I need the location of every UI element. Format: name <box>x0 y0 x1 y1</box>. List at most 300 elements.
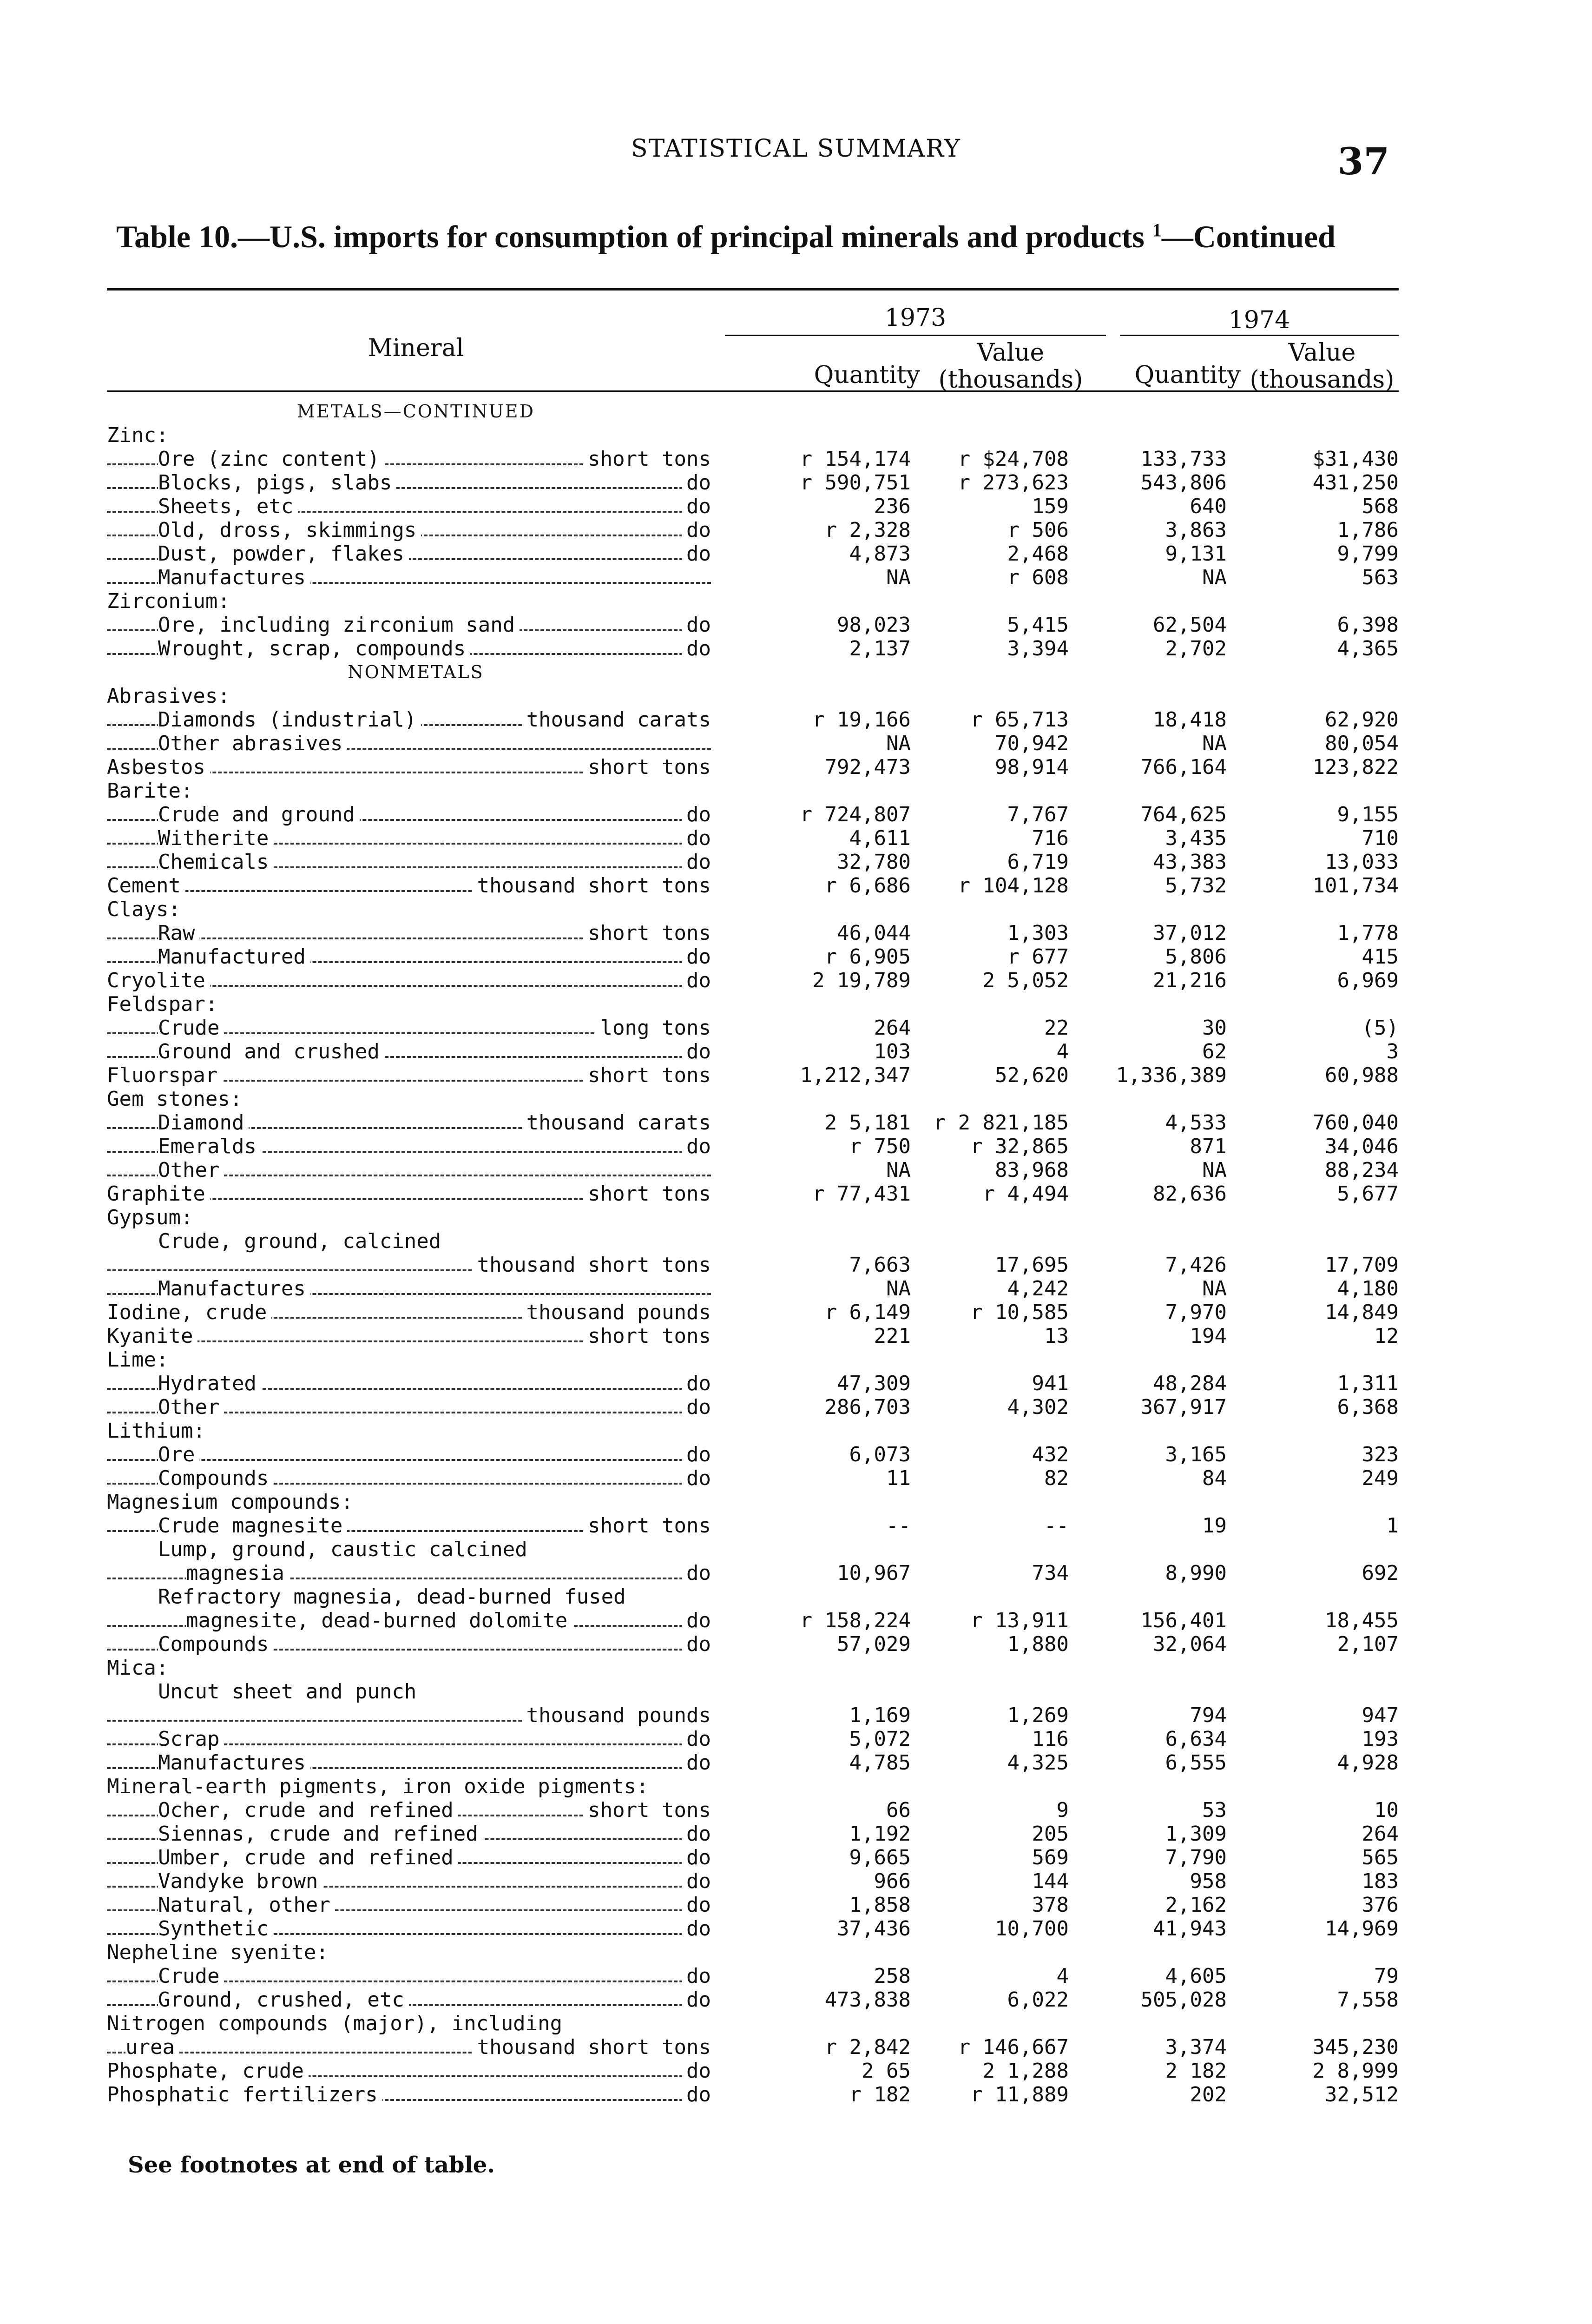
cell-q73 <box>730 1348 911 1372</box>
cell-v74: 32,512 <box>1325 2083 1399 2106</box>
mineral-cell <box>107 1490 730 1514</box>
unit-label: long tons <box>596 1016 711 1040</box>
year2-rule <box>1120 335 1399 336</box>
cell-v74: 563 <box>1362 566 1399 589</box>
cell-v73: r 677 <box>1007 945 1069 969</box>
header-value-1973-line1: Value <box>977 339 1045 367</box>
cell-v73: 98,914 <box>995 755 1069 779</box>
cell-v74 <box>1227 1229 1399 1253</box>
cell-v73 <box>911 1229 1069 1253</box>
mineral-cell <box>107 992 730 1016</box>
mineral-label: Zinc: <box>107 423 173 447</box>
table-row <box>107 1087 1399 1111</box>
table-row <box>107 921 1399 945</box>
mineral-cell <box>107 2059 730 2083</box>
unit-label: short tons <box>583 921 711 945</box>
cell-q74: 4,533 <box>1165 1111 1227 1135</box>
table-row <box>107 423 1399 447</box>
unit-label: do <box>682 1466 711 1490</box>
unit-label: do <box>682 1609 711 1632</box>
table-row <box>107 518 1399 542</box>
cell-v73 <box>911 1585 1069 1609</box>
cell-q73: 11 <box>886 1466 911 1490</box>
cell-q74: 3,374 <box>1165 2035 1227 2059</box>
cell-q73: 2 19,789 <box>812 969 911 992</box>
cell-v73: 716 <box>1032 826 1069 850</box>
caption-footnote-ref: 1 <box>1152 219 1162 241</box>
cell-q73: r 724,807 <box>800 803 911 826</box>
mineral-cell <box>107 1395 730 1419</box>
cell-v73 <box>911 423 1069 447</box>
footnote: See footnotes at end of table. <box>128 2152 495 2178</box>
mineral-label: Siennas, crude and refined <box>158 1822 483 1846</box>
mineral-cell <box>107 826 730 850</box>
cell-q73 <box>730 1087 911 1111</box>
cell-q74 <box>1069 992 1227 1016</box>
mineral-label: Manufactures <box>158 1277 310 1301</box>
mineral-label: Kyanite <box>107 1324 197 1348</box>
cell-q74: 133,733 <box>1140 447 1227 471</box>
cell-v73 <box>911 1941 1069 1964</box>
cell-q74: 30 <box>1202 1016 1227 1040</box>
unit-label: do <box>682 471 711 495</box>
cell-q74: 9,131 <box>1165 542 1227 566</box>
mineral-cell <box>107 1751 730 1775</box>
cell-q74 <box>1069 400 1227 423</box>
mineral-label: Manufactured <box>158 945 310 969</box>
cell-q73: 236 <box>874 495 911 518</box>
table-row <box>107 1372 1399 1395</box>
cell-q74: 84 <box>1202 1466 1227 1490</box>
cell-v74: 6,368 <box>1337 1395 1399 1419</box>
cell-v73: 159 <box>1032 495 1069 518</box>
mineral-cell <box>107 1135 730 1158</box>
cell-q74 <box>1069 1775 1227 1798</box>
unit-label: do <box>682 1988 711 2012</box>
table-row <box>107 566 1399 589</box>
cell-q74: 505,028 <box>1140 1988 1227 2012</box>
cell-v73 <box>911 1490 1069 1514</box>
cell-q73: 221 <box>874 1324 911 1348</box>
cell-q74 <box>1069 1087 1227 1111</box>
cell-q74: 958 <box>1190 1869 1227 1893</box>
cell-v73: r 11,889 <box>970 2083 1069 2106</box>
table-row <box>107 1111 1399 1135</box>
mineral-label: Fluorspar <box>107 1063 222 1087</box>
mineral-label: Ore <box>158 1443 199 1466</box>
cell-q73 <box>730 660 911 684</box>
cell-q73: 6,073 <box>849 1443 911 1466</box>
cell-v74: 34,046 <box>1325 1135 1399 1158</box>
cell-v73: r 65,713 <box>970 708 1069 732</box>
mineral-cell <box>107 1941 730 1964</box>
cell-q74: 5,806 <box>1165 945 1227 969</box>
cell-v74 <box>1227 1538 1399 1561</box>
cell-v74: 568 <box>1362 495 1399 518</box>
table-row <box>107 1727 1399 1751</box>
unit-label: thousand short tons <box>473 874 711 898</box>
mineral-label: magnesite, dead-burned dolomite <box>186 1609 572 1632</box>
mineral-label: Other <box>158 1395 224 1419</box>
mineral-label: Ocher, crude and refined <box>158 1798 458 1822</box>
mineral-cell <box>107 495 730 518</box>
table-row <box>107 1632 1399 1656</box>
table-row <box>107 400 1399 423</box>
cell-v73: 6,719 <box>1007 850 1069 874</box>
mineral-cell <box>107 1538 730 1561</box>
cell-q74 <box>1069 1229 1227 1253</box>
cell-q73: 2,137 <box>849 637 911 660</box>
mineral-cell <box>107 423 730 447</box>
table-row <box>107 1751 1399 1775</box>
mineral-label: Diamonds (industrial) <box>158 708 421 732</box>
mineral-cell <box>107 1609 730 1632</box>
cell-v74 <box>1227 660 1399 684</box>
cell-q73: 4,873 <box>849 542 911 566</box>
unit-label: do <box>682 1632 711 1656</box>
unit-label: do <box>682 1372 711 1395</box>
mineral-cell <box>107 400 730 423</box>
cell-v73: 1,880 <box>1007 1632 1069 1656</box>
table-row <box>107 2083 1399 2106</box>
cell-q73: 966 <box>874 1869 911 1893</box>
table-row <box>107 2012 1399 2035</box>
table-row <box>107 495 1399 518</box>
cell-q74: 62,504 <box>1153 613 1227 637</box>
cell-v73: 22 <box>1044 1016 1069 1040</box>
cell-q73: 66 <box>886 1798 911 1822</box>
header-mineral: Mineral <box>368 334 464 362</box>
unit-label: do <box>682 1443 711 1466</box>
table-row <box>107 447 1399 471</box>
header-value-1974 <box>1245 339 1399 393</box>
cell-q74: 41,943 <box>1153 1917 1227 1941</box>
cell-v74: 14,849 <box>1325 1301 1399 1324</box>
cell-v74 <box>1227 2012 1399 2035</box>
cell-v73 <box>911 660 1069 684</box>
cell-q73 <box>730 1680 911 1703</box>
mineral-label: Cryolite <box>107 969 210 992</box>
mineral-label: Mineral-earth pigments, iron oxide pigments: <box>107 1775 653 1798</box>
mineral-label: Synthetic <box>158 1917 273 1941</box>
mineral-label: Chemicals <box>158 850 273 874</box>
mineral-cell <box>107 1869 730 1893</box>
mineral-cell <box>107 2012 730 2035</box>
cell-v73 <box>911 1656 1069 1680</box>
unit-label: do <box>682 1917 711 1941</box>
unit-label: thousand pounds <box>522 1703 711 1727</box>
cell-q73: 473,838 <box>824 1988 911 2012</box>
cell-v74: 101,734 <box>1312 874 1399 898</box>
section-heading: NONMETALS <box>348 662 488 682</box>
mineral-label: Abrasives: <box>107 684 235 708</box>
cell-v73 <box>911 779 1069 803</box>
mineral-cell <box>107 518 730 542</box>
cell-v73: r 4,494 <box>982 1182 1069 1206</box>
cell-q73: 2 65 <box>862 2059 911 2083</box>
cell-v73: 1,303 <box>1007 921 1069 945</box>
table-row <box>107 1443 1399 1466</box>
cell-q73 <box>730 1490 911 1514</box>
imports-table <box>107 400 1399 2106</box>
unit-label: thousand short tons <box>473 1253 711 1277</box>
cell-v74: 323 <box>1362 1443 1399 1466</box>
cell-v73: r 2 821,185 <box>933 1111 1069 1135</box>
cell-q73: -- <box>886 1514 911 1538</box>
cell-v74: 1,786 <box>1337 518 1399 542</box>
cell-q74: 19 <box>1202 1514 1227 1538</box>
table-row <box>107 613 1399 637</box>
table-row <box>107 826 1399 850</box>
mineral-cell <box>107 732 730 755</box>
cell-q74 <box>1069 684 1227 708</box>
cell-q73: NA <box>886 1158 911 1182</box>
mineral-cell <box>107 1775 730 1798</box>
unit-label: do <box>682 945 711 969</box>
cell-v73: 7,767 <box>1007 803 1069 826</box>
cell-q74: 5,732 <box>1165 874 1227 898</box>
cell-q73 <box>730 589 911 613</box>
table-row <box>107 1135 1399 1158</box>
mineral-label: Manufactures <box>158 566 310 589</box>
cell-q74: 53 <box>1202 1798 1227 1822</box>
unit-label: do <box>682 542 711 566</box>
cell-q74: 2 182 <box>1165 2059 1227 2083</box>
mineral-label: Clays: <box>107 898 185 921</box>
cell-q73: 1,858 <box>849 1893 911 1917</box>
cell-q74: 18,418 <box>1153 708 1227 732</box>
mineral-cell <box>107 1158 730 1182</box>
table-row <box>107 850 1399 874</box>
mineral-cell <box>107 1419 730 1443</box>
unit-label: thousand carats <box>522 1111 711 1135</box>
mineral-cell <box>107 1585 730 1609</box>
cell-v74: 431,250 <box>1312 471 1399 495</box>
cell-q73 <box>730 1229 911 1253</box>
cell-q73: 46,044 <box>837 921 911 945</box>
cell-q73: 264 <box>874 1016 911 1040</box>
mineral-cell <box>107 613 730 637</box>
unit-label: thousand pounds <box>522 1301 711 1324</box>
cell-q73 <box>730 898 911 921</box>
cell-v73 <box>911 1087 1069 1111</box>
cell-v73 <box>911 589 1069 613</box>
table-row <box>107 803 1399 826</box>
mineral-cell <box>107 1988 730 2012</box>
header-year-1973: 1973 <box>884 304 947 332</box>
cell-v73 <box>911 684 1069 708</box>
cell-v74: 12 <box>1374 1324 1399 1348</box>
cell-v73: 116 <box>1032 1727 1069 1751</box>
table-body <box>107 400 1399 2106</box>
unit-label: do <box>682 969 711 992</box>
mineral-cell <box>107 1703 730 1727</box>
mineral-cell <box>107 1798 730 1822</box>
unit-label: do <box>682 1135 711 1158</box>
cell-v74: 565 <box>1362 1846 1399 1869</box>
cell-q74: 62 <box>1202 1040 1227 1063</box>
table-row <box>107 1277 1399 1301</box>
cell-v73 <box>911 1775 1069 1798</box>
cell-q74: 871 <box>1190 1135 1227 1158</box>
cell-v73: 6,022 <box>1007 1988 1069 2012</box>
mineral-label: Diamond <box>158 1111 249 1135</box>
mineral-cell <box>107 1087 730 1111</box>
cell-q73 <box>730 1941 911 1964</box>
unit-label: thousand short tons <box>473 2035 711 2059</box>
cell-q73 <box>730 1775 911 1798</box>
cell-q74: 3,435 <box>1165 826 1227 850</box>
cell-q73 <box>730 779 911 803</box>
unit-label: do <box>682 826 711 850</box>
mineral-label: Vandyke brown <box>158 1869 322 1893</box>
cell-q73: r 182 <box>849 2083 911 2106</box>
cell-v73: 52,620 <box>995 1063 1069 1087</box>
cell-q73: NA <box>886 732 911 755</box>
cell-v73 <box>911 992 1069 1016</box>
mineral-cell <box>107 874 730 898</box>
cell-q74: 764,625 <box>1140 803 1227 826</box>
cell-v74 <box>1227 684 1399 708</box>
mineral-cell <box>107 1324 730 1348</box>
cell-q74 <box>1069 1680 1227 1703</box>
table-row <box>107 1846 1399 1869</box>
cell-q73: r 6,149 <box>824 1301 911 1324</box>
cell-v73 <box>911 2012 1069 2035</box>
cell-q74 <box>1069 589 1227 613</box>
mineral-cell <box>107 898 730 921</box>
cell-v73: 2 5,052 <box>982 969 1069 992</box>
cell-v73: 378 <box>1032 1893 1069 1917</box>
cell-v73 <box>911 1348 1069 1372</box>
cell-v74: 14,969 <box>1325 1917 1399 1941</box>
cell-v74: 710 <box>1362 826 1399 850</box>
mineral-cell <box>107 1016 730 1040</box>
cell-v74 <box>1227 1775 1399 1798</box>
cell-q73: r 6,905 <box>824 945 911 969</box>
mineral-cell <box>107 1561 730 1585</box>
table-row <box>107 1206 1399 1229</box>
mineral-label: Phosphate, crude <box>107 2059 309 2083</box>
mineral-cell <box>107 1348 730 1372</box>
cell-q73: r 77,431 <box>812 1182 911 1206</box>
cell-q73: r 154,174 <box>800 447 911 471</box>
cell-q73: 5,072 <box>849 1727 911 1751</box>
mineral-label: Other <box>158 1158 224 1182</box>
mineral-cell <box>107 566 730 589</box>
mineral-cell <box>107 1277 730 1301</box>
mineral-cell <box>107 1443 730 1466</box>
cell-v74: 80,054 <box>1325 732 1399 755</box>
table-row <box>107 2035 1399 2059</box>
mineral-cell <box>107 589 730 613</box>
cell-v73: 205 <box>1032 1822 1069 1846</box>
mineral-label: Lump, ground, caustic calcined <box>158 1538 532 1561</box>
table-row <box>107 542 1399 566</box>
cell-v74 <box>1227 1419 1399 1443</box>
cell-q74: 3,165 <box>1165 1443 1227 1466</box>
mineral-cell <box>107 637 730 660</box>
cell-q73: 103 <box>874 1040 911 1063</box>
cell-q73 <box>730 423 911 447</box>
cell-v74: 376 <box>1362 1893 1399 1917</box>
cell-q74 <box>1069 1585 1227 1609</box>
cell-q74 <box>1069 779 1227 803</box>
cell-v74 <box>1227 1348 1399 1372</box>
cell-q73: 258 <box>874 1964 911 1988</box>
unit-label: do <box>682 1561 711 1585</box>
cell-q73: NA <box>886 566 911 589</box>
table-row <box>107 1182 1399 1206</box>
cell-v74 <box>1227 992 1399 1016</box>
cell-q73: r 2,842 <box>824 2035 911 2059</box>
mineral-cell <box>107 779 730 803</box>
cell-q73: 47,309 <box>837 1372 911 1395</box>
cell-v73: 82 <box>1044 1466 1069 1490</box>
cell-v74: 183 <box>1362 1869 1399 1893</box>
table-row <box>107 708 1399 732</box>
cell-v74: 6,398 <box>1337 613 1399 637</box>
cell-q74: NA <box>1202 1277 1227 1301</box>
table-row <box>107 1063 1399 1087</box>
unit-label: short tons <box>583 755 711 779</box>
cell-v74: 6,969 <box>1337 969 1399 992</box>
mineral-label: Old, dross, skimmings <box>158 518 421 542</box>
header-quantity-1973: Quantity <box>814 361 920 389</box>
cell-v74: 692 <box>1362 1561 1399 1585</box>
mineral-label: Scrap <box>158 1727 224 1751</box>
table-row <box>107 1538 1399 1561</box>
cell-q74 <box>1069 1348 1227 1372</box>
mineral-label: Gypsum: <box>107 1206 197 1229</box>
cell-v74: 2,107 <box>1337 1632 1399 1656</box>
cell-v73: 941 <box>1032 1372 1069 1395</box>
table-row <box>107 779 1399 803</box>
cell-v73 <box>911 1680 1069 1703</box>
mineral-cell <box>107 969 730 992</box>
mineral-cell <box>107 1846 730 1869</box>
cell-q74 <box>1069 1206 1227 1229</box>
cell-v74: 18,455 <box>1325 1609 1399 1632</box>
table-row <box>107 589 1399 613</box>
cell-v73: 569 <box>1032 1846 1069 1869</box>
cell-q74: 6,555 <box>1165 1751 1227 1775</box>
cell-v74: 415 <box>1362 945 1399 969</box>
unit-label: short tons <box>583 1324 711 1348</box>
mineral-label: Witherite <box>158 826 273 850</box>
cell-v73: r 10,585 <box>970 1301 1069 1324</box>
cell-q73 <box>730 992 911 1016</box>
cell-v74: 1,778 <box>1337 921 1399 945</box>
cell-q73 <box>730 1206 911 1229</box>
mineral-cell <box>107 1514 730 1538</box>
cell-q73 <box>730 2012 911 2035</box>
unit-label: short tons <box>583 1182 711 1206</box>
mineral-label: Wrought, scrap, compounds <box>158 637 470 660</box>
cell-q74 <box>1069 1419 1227 1443</box>
mineral-cell <box>107 755 730 779</box>
mineral-label: Natural, other <box>158 1893 335 1917</box>
cell-q73: 4,785 <box>849 1751 911 1775</box>
cell-q74 <box>1069 423 1227 447</box>
table-row <box>107 1988 1399 2012</box>
table-row <box>107 1822 1399 1846</box>
unit-label: do <box>682 637 711 660</box>
cell-v73 <box>911 400 1069 423</box>
cell-v74 <box>1227 898 1399 921</box>
cell-q74: 640 <box>1190 495 1227 518</box>
mineral-label: Gem stones: <box>107 1087 247 1111</box>
